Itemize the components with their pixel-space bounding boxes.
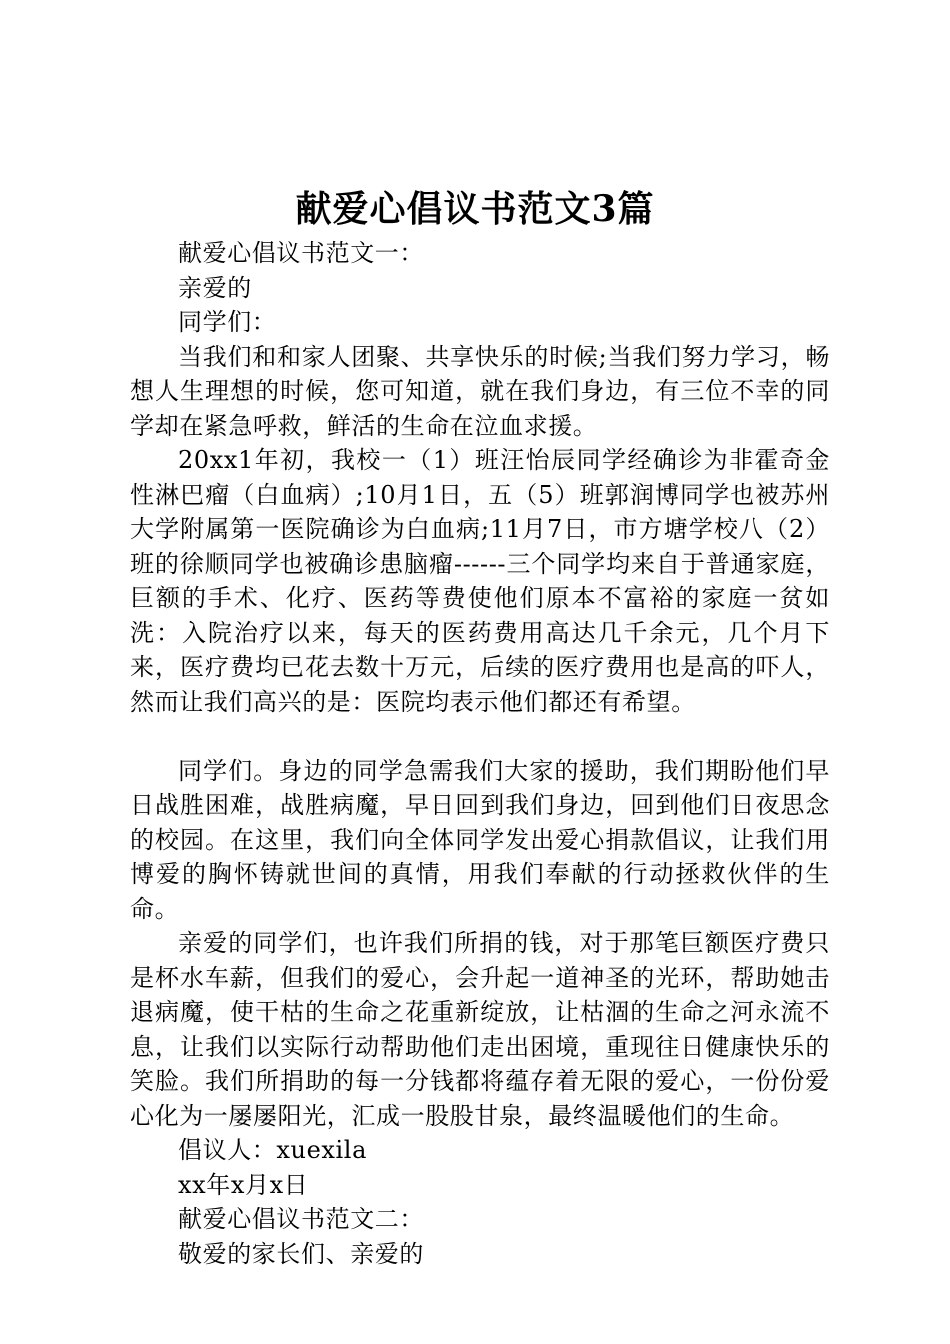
salutation-line: 敬爱的家长们、亲爱的 [178, 1239, 424, 1268]
body-paragraph: 20xx1年初，我校一（1）班汪怡辰同学经确诊为非霍奇金性淋巴瘤（白血病）;10月1日，五（5）班郭润博同学也被苏州大学附属第一医院确诊为白血病;11月7日，市方塘学校八（2）班的徐顺同学也被确诊患脑瘤------三个同学均来自于普通家庭，巨额的手术、化疗、医药等费使他们原本不富裕的家庭一贫如洗：入院治疗以来，每天的医药费用高达几千余元，几个月下来，医疗费均已花去数十万元，后续的医疗费用也是高的吓人，然而让我们高兴的是：医院均表示他们都还有希望。 [130, 446, 830, 716]
body-paragraph: 同学们。身边的同学急需我们大家的援助，我们期盼他们早日战胜困难，战胜病魔，早日回到我们身边，回到他们日夜思念的校园。在这里，我们向全体同学发出爱心捐款倡议，让我们用博爱的胸怀铸就世间的真情，用我们奉献的行动拯救伙伴的生命。 [130, 756, 830, 923]
signature-line: 倡议人：xuexila [178, 1136, 367, 1164]
body-paragraph: 亲爱的同学们，也许我们所捐的钱，对于那笔巨额医疗费只是杯水车薪，但我们的爱心，会升起一道神圣的光环，帮助她击退病魔，使干枯的生命之花重新绽放，让枯涸的生命之河永流不息，让我们以实际行动帮助他们走出困境，重现往日健康快乐的笑脸。我们所捐助的每一分钱都将蕴存着无限的爱心，一份份爱心化为一屡屡阳光，汇成一股股甘泉，最终温暖他们的生命。 [130, 929, 830, 1130]
salutation-line: 亲爱的 [178, 273, 252, 302]
blank-line [130, 719, 830, 754]
body-paragraph: 当我们和和家人团聚、共享快乐的时候;当我们努力学习，畅想人生理想的时候，您可知道，就在我们身边，有三位不幸的同学却在紧急呼救，鲜活的生命在泣血求援。 [130, 342, 830, 440]
section-heading: 献爱心倡议书范文一： [178, 239, 424, 267]
salutation-line: 同学们： [178, 308, 277, 336]
document-body [130, 236, 830, 1271]
document-title: 献爱心倡议书范文3篇 [295, 188, 655, 230]
date-line: xx年x月x日 [178, 1170, 309, 1199]
section-heading: 献爱心倡议书范文二： [178, 1205, 424, 1233]
